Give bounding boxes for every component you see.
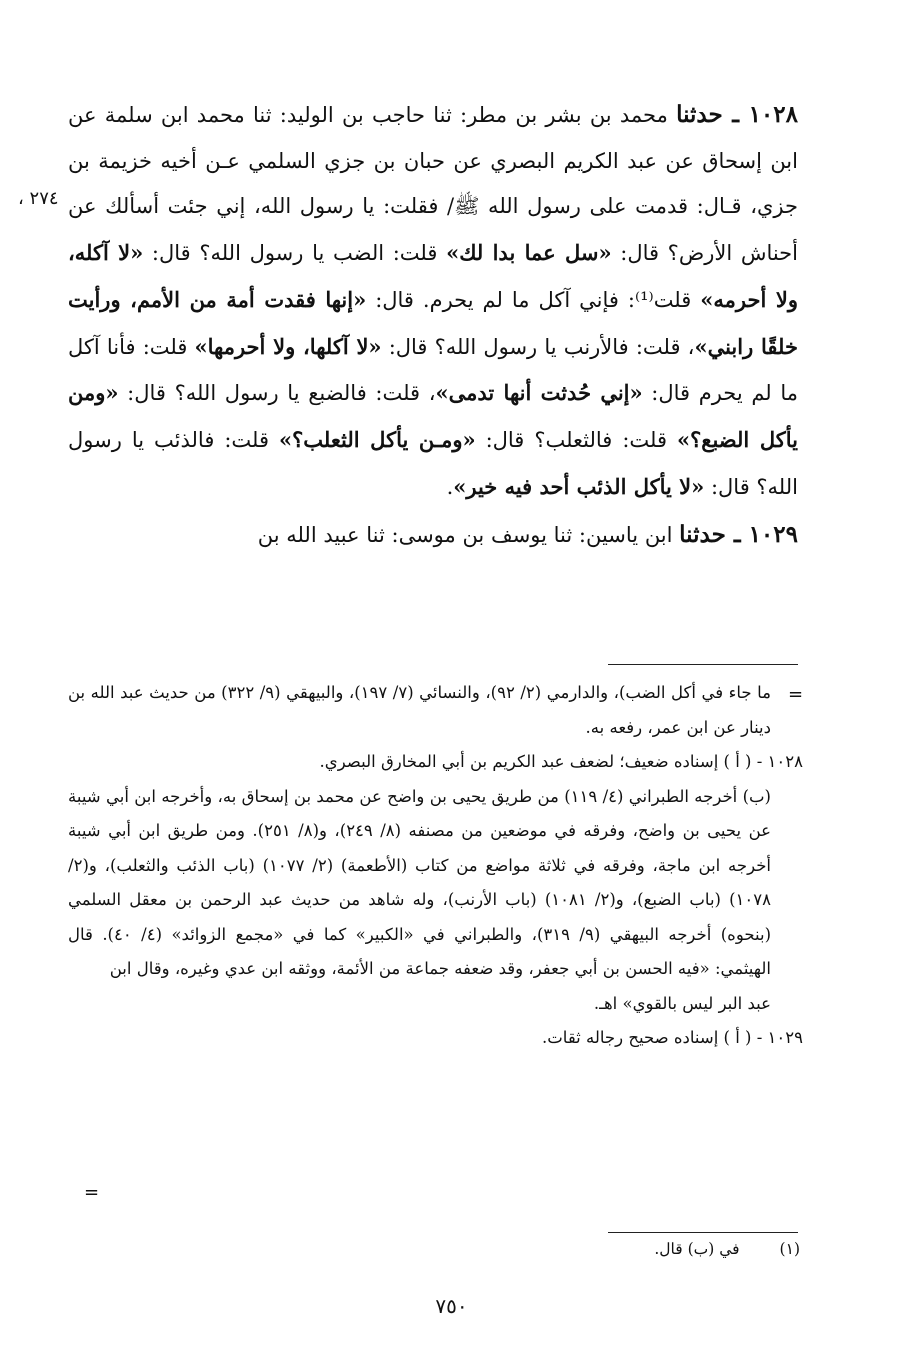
- note-1028-a: ١٠٢٨ - ( أ ) إسناده ضعيف؛ لضعف عبد الكريم بن أبي المخارق البصري.: [319, 752, 803, 771]
- page-number: ٧٥٠: [435, 1294, 468, 1318]
- footnote: [500, 1236, 800, 1262]
- footnote-number: (١): [779, 1240, 800, 1258]
- note-1028-b-body: (ب) أخرجه الطبراني (٤/ ١١٩) من طريق يحيى بن واضح عن محمد بن إسحاق به، وأخرجه ابن أبي شيبة عن يحيى بن واضح، وفرقه في موضعين من مصنفه (٨/ ٢٤٩)، و(٨/ ٢٥١). ومن طريق ابن أبي شيبة أخرجه ابن ماجة، وفرقه في ثلاثة مواضع من كتاب (الأطعمة) (٢/ ١٠٧٧) (باب الذئب والثعلب)، و(٢/ ١٠٧٨) (باب الضبع)، و(٢/ ١٠٨١) (باب الأرنب)، وله شاهد من حديث عبد الرحمن بن معقل السلمي (بنحوه) أخرجه البيهقي (٩/ ٣١٩)، والطبراني في «الكبير» كما في «مجمع الزوائد» (٤/ ٤٠). قال الهيثمي: «فيه الحسن بن أبي جعفر، وقد ضعفه جماعة من الأئمة، ووثقه ابن عدي وغيره، وقال ابن: [68, 786, 772, 978]
- hadith-1028-text-7: قلت: فالثعلب؟ قال:: [475, 427, 677, 452]
- hadith-1028-text-9: .: [446, 474, 454, 499]
- hadith-1028-text-8: قلت: فالذئب يا رسول الله؟ قال:: [68, 427, 798, 499]
- footnote-text: في (ب) قال.: [654, 1240, 740, 1258]
- hadith-1028-text-5: قلت: فأنا آكل ما لم يحرم قال:: [68, 334, 799, 406]
- hadith-1028-text-3: قلت⁽¹⁾: فإني آكل ما لم يحرم. قال:: [366, 287, 701, 312]
- hadith-1029: [68, 512, 798, 559]
- hadith-1028-number: ١٠٢٨ ـ حدثنا: [676, 101, 798, 128]
- hadith-1028-text-2: قلت: الضب يا رسول الله؟ قال:: [143, 241, 447, 266]
- continuation-mark-top: =: [788, 684, 804, 705]
- notes-section: [68, 676, 803, 1056]
- hadith-1028-quote-6: «ومن يأكل الضبع؟»: [68, 380, 798, 452]
- hadith-1028-quote-3: «إنها فقدت أمة من الأمم، ورأيت خلقًا رابني»: [68, 286, 798, 359]
- hadith-1028-text-6: ، قلت: فالضبع يا رسول الله؟ قال:: [118, 381, 436, 406]
- hadith-1028-quote-1: «سل عما بدا لك»: [446, 240, 612, 266]
- note-1029-a: ١٠٢٩ - ( أ ) إسناده صحيح رجاله ثقات.: [542, 1028, 803, 1047]
- hadith-1028-quote-5: «إني حُدثت أنها تدمى»: [435, 380, 643, 406]
- hadith-1028-text-1: محمد بن بشر بن مطر: ثنا حاجب بن الوليد: ثنا محمد ابن سلمة عن ابن إسحاق عن عبد الكريم البصري عن حبان بن جزي السلمي عـن أخيه خزيمة بن جزي، قـال: قدمت على رسول الله ﷺ/ فقلت: يا رسول الله، إني جئت أسألك عن أحناش الأرض؟ قال:: [68, 103, 799, 266]
- hadith-1028-quote-2: «لا آكله، ولا أحرمه»: [68, 240, 799, 312]
- note-1028-b-tail: عبد البر ليس بالقوي» اهـ.: [593, 993, 771, 1013]
- hadith-1028-text-4: ، قلت: فالأرنب يا رسول الله؟ قال:: [381, 334, 695, 359]
- note-1028-b: [68, 780, 803, 1022]
- hadith-1028-quote-8: «لا يأكل الذئب أحد فيه خير»: [453, 473, 705, 499]
- margin-page-reference: ٢٧٤ ،: [18, 188, 59, 209]
- continuation-mark-bottom: =: [84, 1182, 100, 1203]
- hadith-1028-quote-4: «لا آكلها، ولا أحرمها»: [194, 333, 382, 359]
- note-carry-over: ما جاء في أكل الضب)، والدارمي (٢/ ٩٢)، والنسائي (٧/ ١٩٧)، والبيهقي (٩/ ٣٢٢) من حديث عبد الله بن دينار عن ابن عمر، رفعه به.: [68, 683, 771, 737]
- hadith-1029-number: ١٠٢٩ ـ حدثنا: [679, 521, 798, 549]
- main-text: [68, 92, 798, 559]
- hadith-1028: [68, 92, 798, 510]
- hadith-1028-quote-7: «ومـن يأكل الثعلب؟»: [279, 426, 476, 452]
- hadith-1029-text: ابن ياسين: ثنا يوسف بن موسى: ثنا عبيد الله بن: [257, 523, 680, 548]
- notes-separator: [608, 664, 798, 665]
- footnote-separator: [608, 1232, 798, 1233]
